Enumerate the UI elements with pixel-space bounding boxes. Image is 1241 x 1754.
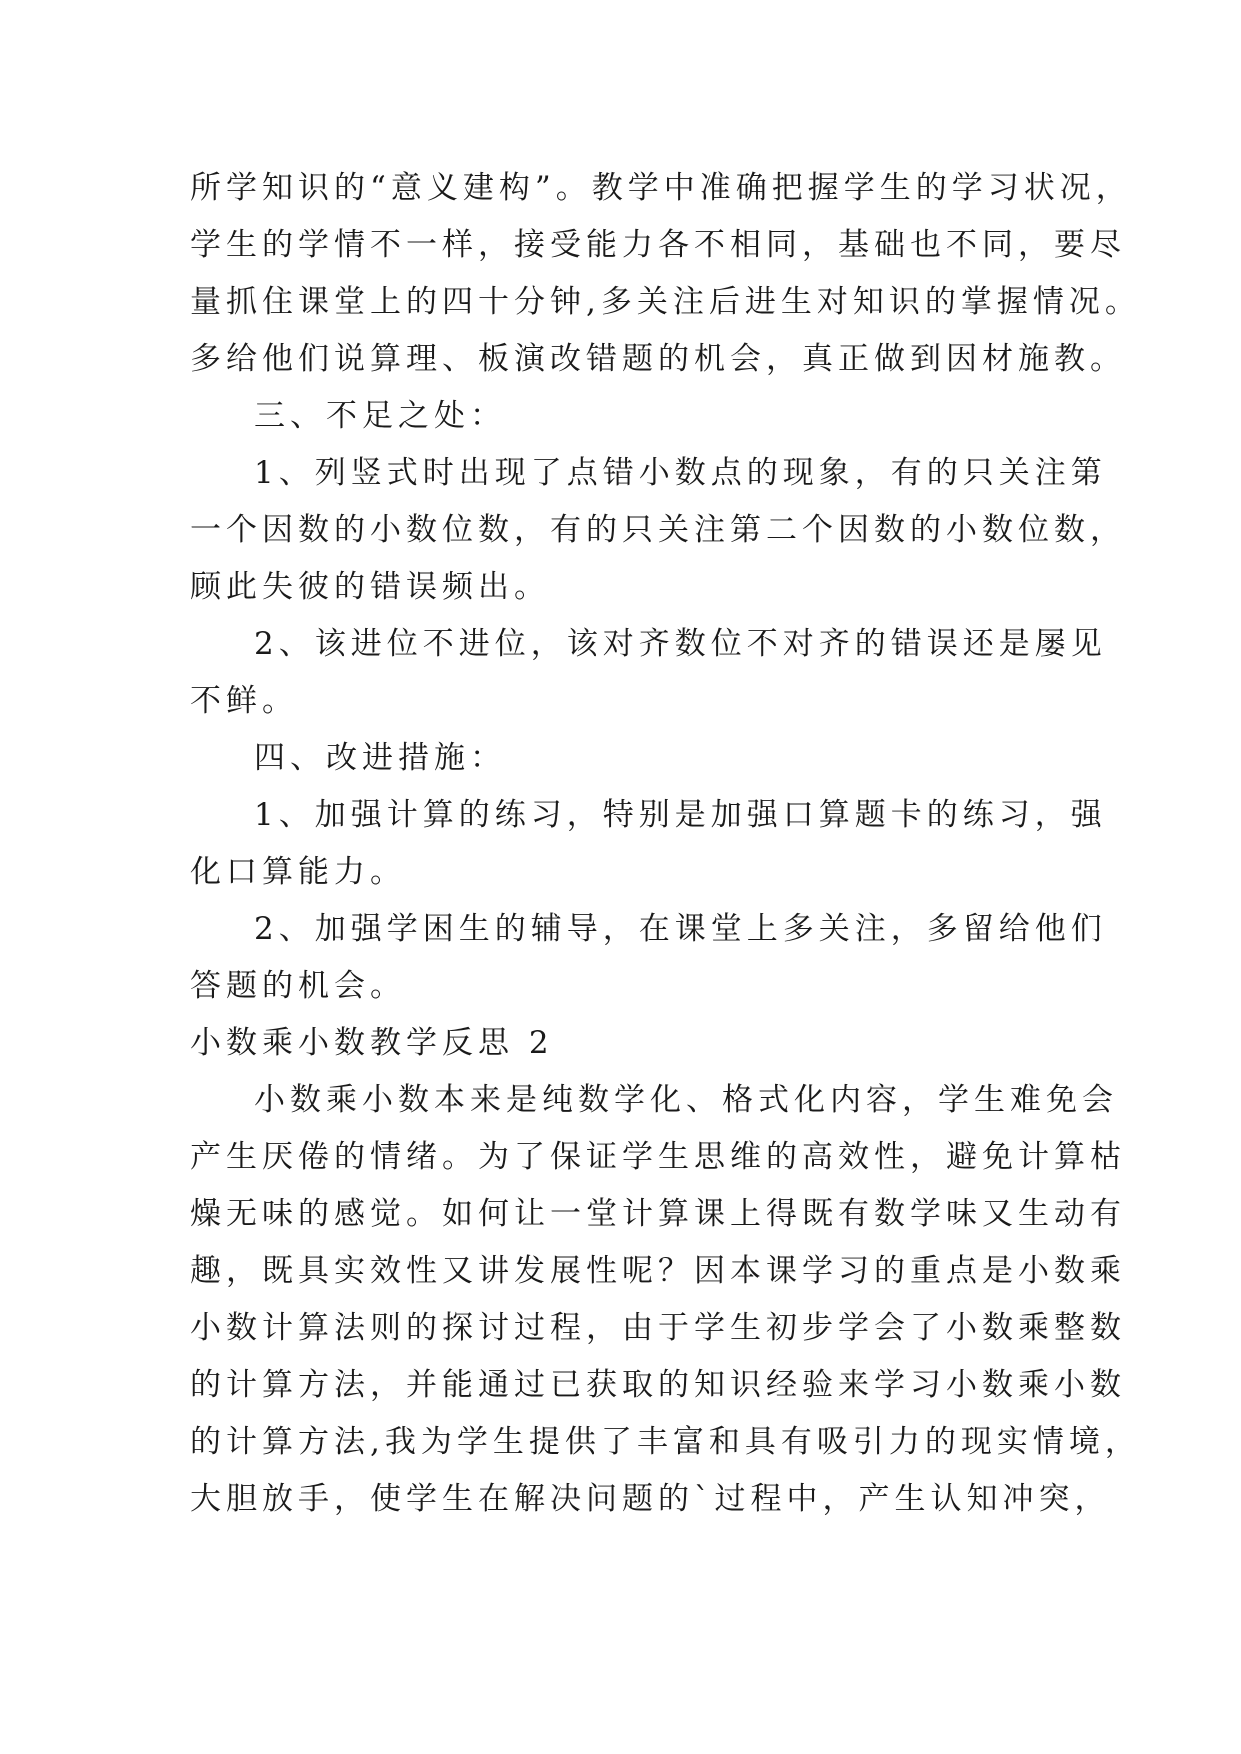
paragraph-line: 大胆放手，使学生在解决问题的`过程中，产生认知冲突， <box>190 1481 1111 1517</box>
article-title: 小数乘小数教学反思 2 <box>190 1025 554 1061</box>
paragraph-line: 答题的机会。 <box>190 968 406 1004</box>
list-item-line: 1、加强计算的练习，特别是加强口算题卡的练习，强 <box>254 797 1107 833</box>
list-item-line: 2、加强学困生的辅导，在课堂上多关注，多留给他们 <box>254 911 1107 947</box>
paragraph-line: 不鲜。 <box>190 683 298 719</box>
paragraph-line: 一个因数的小数位数，有的只关注第二个因数的小数位数， <box>190 512 1126 548</box>
section-heading: 三、不足之处： <box>254 398 506 434</box>
paragraph-line: 燥无味的感觉。如何让一堂计算课上得既有数学味又生动有 <box>190 1196 1126 1232</box>
paragraph-line: 趣，既具实效性又讲发展性呢？因本课学习的重点是小数乘 <box>190 1253 1126 1289</box>
list-item-line: 1、列竖式时出现了点错小数点的现象，有的只关注第 <box>254 455 1107 491</box>
paragraph-line: 所学知识的“意义建构”。教学中准确把握学生的学习状况， <box>190 170 1132 206</box>
section-heading: 四、改进措施： <box>254 740 506 776</box>
paragraph-line: 量抓住课堂上的四十分钟,多关注后进生对知识的掌握情况。 <box>190 284 1141 320</box>
list-item-line: 2、该进位不进位，该对齐数位不对齐的错误还是屡见 <box>254 626 1107 662</box>
paragraph-line: 顾此失彼的错误频出。 <box>190 569 550 605</box>
paragraph-line: 的计算方法，并能通过已获取的知识经验来学习小数乘小数 <box>190 1367 1126 1403</box>
paragraph-line: 产生厌倦的情绪。为了保证学生思维的高效性，避免计算枯 <box>190 1139 1126 1175</box>
paragraph-line: 的计算方法,我为学生提供了丰富和具有吸引力的现实情境， <box>190 1424 1141 1460</box>
paragraph-line: 小数计算法则的探讨过程，由于学生初步学会了小数乘整数 <box>190 1310 1126 1346</box>
paragraph-line: 学生的学情不一样，接受能力各不相同，基础也不同，要尽 <box>190 227 1126 263</box>
paragraph-line: 小数乘小数本来是纯数学化、格式化内容，学生难免会 <box>254 1082 1118 1118</box>
paragraph-line: 化口算能力。 <box>190 854 406 890</box>
paragraph-line: 多给他们说算理、板演改错题的机会，真正做到因材施教。 <box>190 341 1126 377</box>
